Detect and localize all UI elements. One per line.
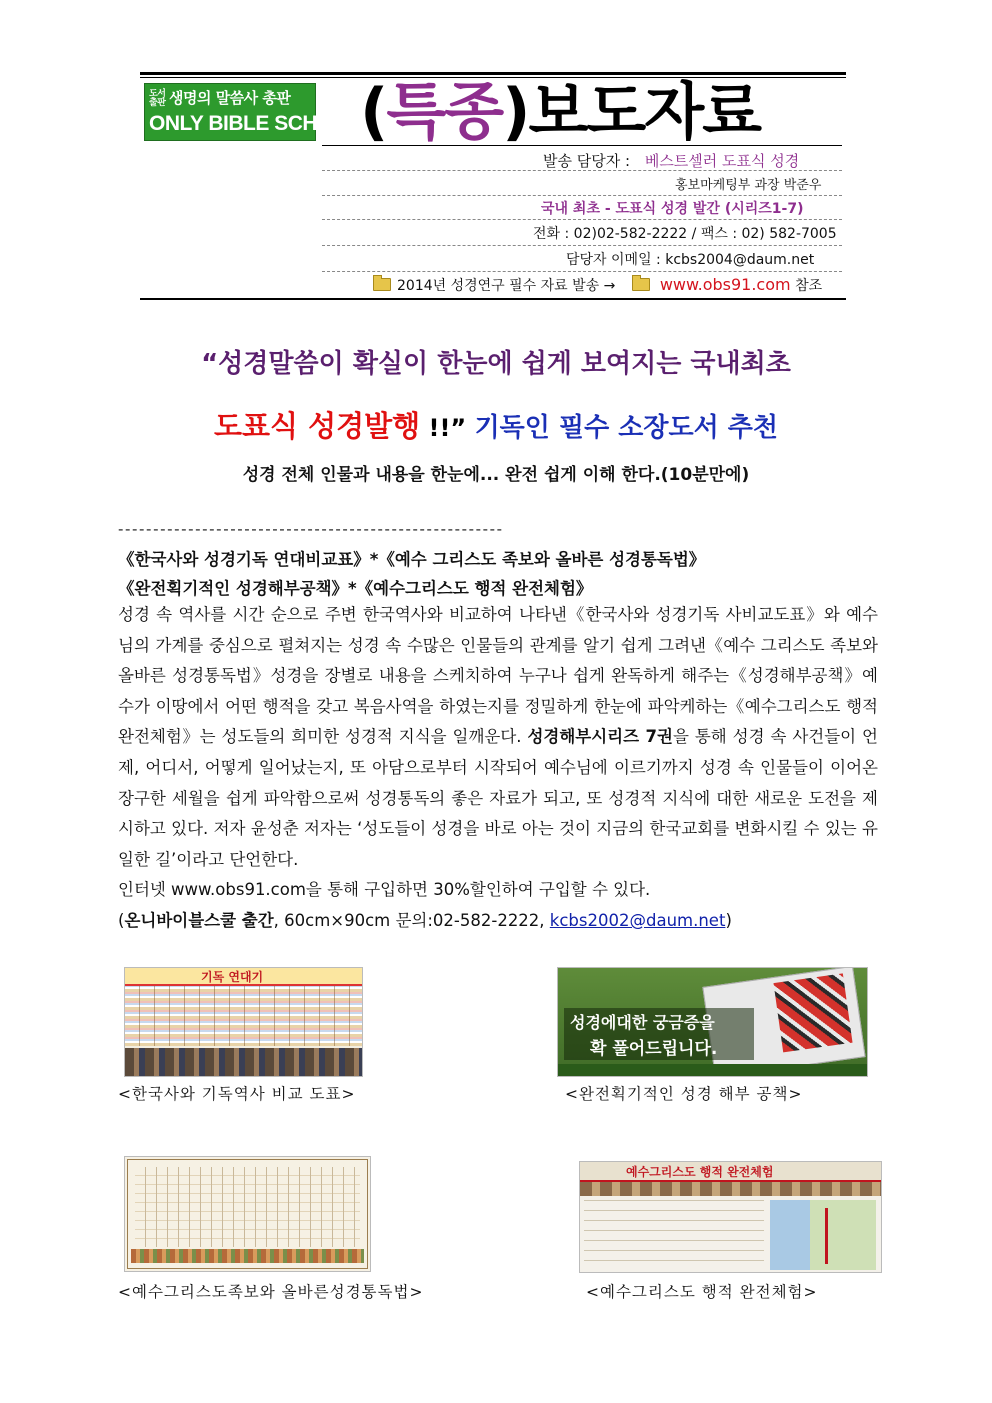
fig3-tree [135,1167,360,1247]
notice-row: 국내 최초 - 도표식 성경 발간 (시리즈1-7) [541,201,804,217]
person-row: 홍보마케팅부 과장 박준우 [675,178,822,193]
headline-sub: 성경 전체 인물과 내용을 한눈에... 완전 쉽게 이해 한다.(10분만에) [242,465,750,485]
fig1-columns [125,986,362,1046]
book-image-notebook [557,967,868,1077]
book-list-line2: 《완전획기적인 성경해부공책》*《예수그리스도 행적 완전체험》 [118,579,593,598]
title-emphasis: 특종 [386,75,503,148]
email-link[interactable]: kcbs2002@daum.net [549,910,726,930]
fig4-strip [580,1182,881,1196]
fig1-photos [125,1048,362,1076]
dashed-divider: ------------------------------------------------------- [118,520,504,538]
body-text: 을 통해 성경 속 사건들이 언제, 어디서, 어떻게 일어났는지, 또 아담으로부터 시작되어 예수님에 이르기까지 성경 속 인물들이 이어온 장구한 세월을 쉽게 파악함으로써 성경통독의 좋은 자료가 되고, 또 성경적 지식에 대한 새로운 도전을 제시하고 있다. 저자 윤성춘 저자는 ‘성도들이 성경을 바로 아는 것이 지금의 한국교회를 변화시킬 수 있는 유일한 길’이라고 단언한다. [118,727,878,869]
fig3-bottom-band [131,1249,364,1263]
header-separator [322,195,842,196]
fig2-banner-line1: 성경에대한 궁금증을 [570,1013,715,1032]
chart-image-genealogy [124,1156,371,1272]
page-title [360,72,760,152]
bottom-row [373,275,822,295]
figure-caption: <예수그리스도 행적 완전체험> [586,1283,818,1301]
logo-line1: 생명의 말씀사 총판 [169,89,291,107]
publisher-details: , 60cm×90cm 문의:02-582-2222, [273,910,550,930]
article-body [118,600,878,937]
fig2-banner-line2: 확 풀어드립니다. [590,1039,718,1059]
logo-line2: ONLY BIBLE SCHOOL [149,112,362,135]
title-rest: )보도자료 [502,75,761,148]
fig2-footer-strip [558,1064,867,1076]
chart-image-jesus-acts [579,1161,882,1273]
fig1-header [125,968,362,986]
header-separator [322,170,842,171]
folder-icon [373,278,391,291]
paren-open: ( [118,910,125,930]
headline-mark: !!” [420,414,475,442]
headline-blue: 기독인 필수 소장도서 추천 [474,413,778,443]
sender-row [543,150,799,171]
fig4-map [770,1200,876,1270]
fig1-title: 기독 연대기 [201,970,264,984]
bottom-text: 2014년 성경연구 필수 자료 발송 → [397,278,616,294]
header-separator [322,145,842,146]
header-bottom-rule [140,298,846,300]
sender-value: 베스트셀러 도표식 성경 [644,152,800,170]
fig2-banner [564,1008,754,1060]
fig4-map-route [825,1208,828,1264]
header-separator [322,219,842,220]
title-open-paren: ( [360,75,387,148]
body-text: 성경 속 역사를 시간 순으로 주변 한국역사와 비교하여 나타낸《한국사와 성경기독 사비교도표》와 예수님의 가계를 중심으로 펼쳐지는 성경 속 수많은 인물들의 관계를 알기 쉽게 그려낸《예수 그리스도 족보와 올바른 성경통독법》성경을 장별로 내용을 스케치하여 누구나 쉽게 완독하게 해주는《성경해부공책》예수가 이땅에서 어떤 행적을 갖고 복음사역을 하였는지를 정밀하게 한눈에 파악케하는《예수그리스도 행적 완전체험》는 성도들의 희미한 성경적 지식을 일깨운다. [118,605,878,747]
headline-line1: “성경말씀이 확실이 한눈에 쉽게 보여지는 국내최초 [201,349,791,379]
header-separator [322,245,842,246]
site-link[interactable]: www.obs91.com [659,275,791,294]
purchase-line: 인터넷 www.obs91.com을 통해 구입하면 30%할인하여 구입할 수 있다. [118,880,651,900]
sender-label: 발송 담당자 : [543,152,631,170]
fig4-diagram [584,1200,764,1270]
body-paragraph [118,600,878,875]
publisher-line [118,906,878,937]
paren-close: ) [725,910,732,930]
figure-caption: <예수그리스도족보와 올바른성경통독법> [118,1283,424,1301]
fig4-map-sea [770,1200,810,1270]
site-suffix: 참조 [795,278,823,294]
headline-line2 [0,404,992,445]
publisher-logo [144,83,362,141]
fig2-tiles [773,973,852,1052]
chart-image-korea-history [124,967,363,1077]
figure-caption: <한국사와 기독역사 비교 도표> [118,1085,356,1103]
fig4-title: 예수그리스도 행적 완전체험 [626,1165,774,1179]
logo-small-text: 도서출판 [149,88,166,108]
headline-red: 도표식 성경발행 [213,409,421,443]
email-row: 담당자 이메일 : kcbs2004@daum.net [566,252,815,268]
header-separator [322,271,842,272]
fig4-header [580,1162,881,1182]
figure-caption: <완전획기적인 성경 해부 공책> [565,1085,803,1103]
publisher-name: 온니바이블스쿨 출간 [124,910,274,930]
book-list-line1: 《한국사와 성경기독 연대비교표》*《예수 그리스도 족보와 올바른 성경통독법》 [118,550,706,569]
folder-icon [632,278,650,291]
body-bold: 성경해부시리즈 7권 [527,727,673,747]
contact-row: 전화 : 02)02-582-2222 / 팩스 : 02) 582-7005 [533,226,837,242]
